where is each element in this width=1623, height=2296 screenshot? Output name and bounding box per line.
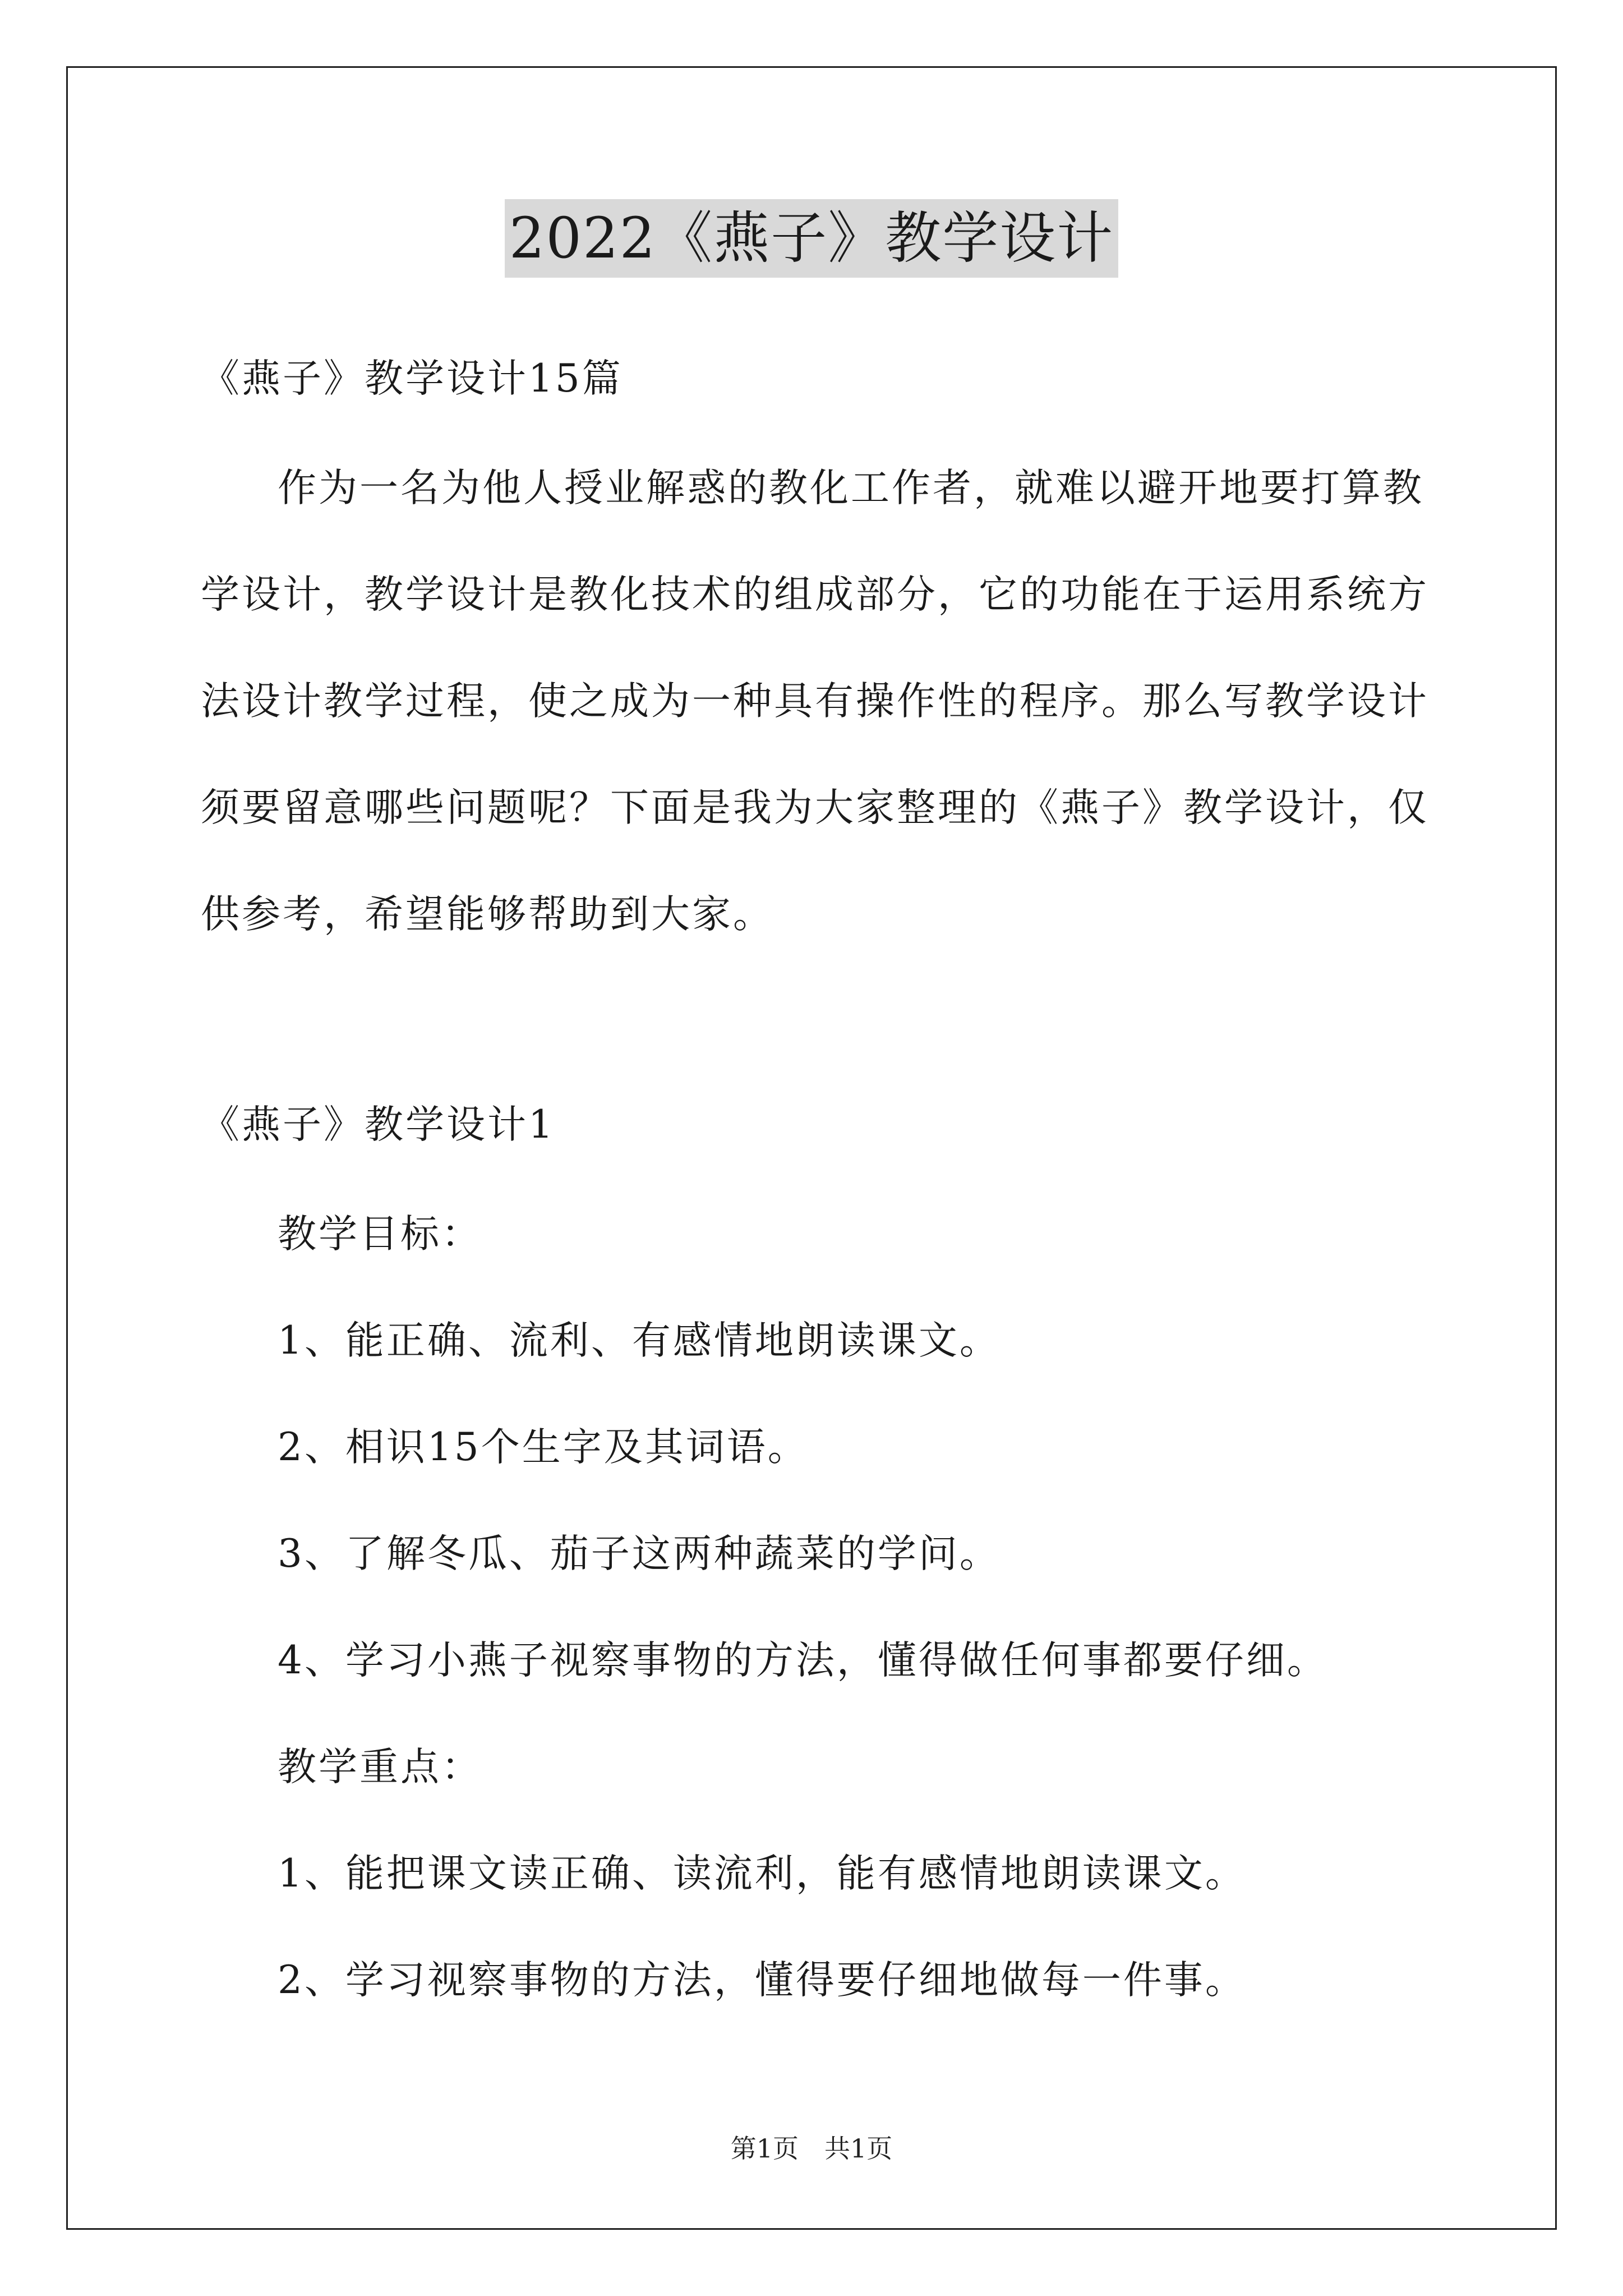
goals-heading: 教学目标： bbox=[278, 1212, 482, 1257]
intro-line: 作为一名为他人授业解惑的教化工作者，就难以避开地要打算教 bbox=[278, 466, 1424, 510]
document-title: 2022《燕子》教学设计 bbox=[505, 199, 1119, 278]
key-point-item: 1、能把课文读正确、读流利，能有感情地朗读课文。 bbox=[278, 1851, 1246, 1896]
goal-item: 2、相识15个生字及其词语。 bbox=[278, 1425, 809, 1470]
intro-line: 须要留意哪些问题呢？下面是我为大家整理的《燕子》教学设计，仅 bbox=[201, 785, 1429, 830]
title-container bbox=[0, 199, 1623, 278]
document-subtitle: 《燕子》教学设计15篇 bbox=[201, 356, 623, 401]
goal-item: 3、了解冬瓜、茄子这两种蔬菜的学问。 bbox=[278, 1531, 1000, 1576]
intro-line: 法设计教学过程，使之成为一种具有操作性的程序。那么写教学设计 bbox=[201, 679, 1429, 724]
goal-item: 4、学习小燕子视察事物的方法，懂得做任何事都要仔细。 bbox=[278, 1638, 1328, 1683]
intro-line: 供参考，希望能够帮助到大家。 bbox=[201, 892, 774, 937]
key-point-item: 2、学习视察事物的方法，懂得要仔细地做每一件事。 bbox=[278, 1958, 1246, 2003]
key-points-heading: 教学重点： bbox=[278, 1745, 482, 1789]
intro-line: 学设计，教学设计是教化技术的组成部分，它的功能在于运用系统方 bbox=[201, 572, 1429, 617]
section-heading: 《燕子》教学设计1 bbox=[201, 1102, 555, 1147]
goal-item: 1、能正确、流利、有感情地朗读课文。 bbox=[278, 1318, 1000, 1363]
page-footer: 第1页 共1页 bbox=[730, 2133, 893, 2164]
